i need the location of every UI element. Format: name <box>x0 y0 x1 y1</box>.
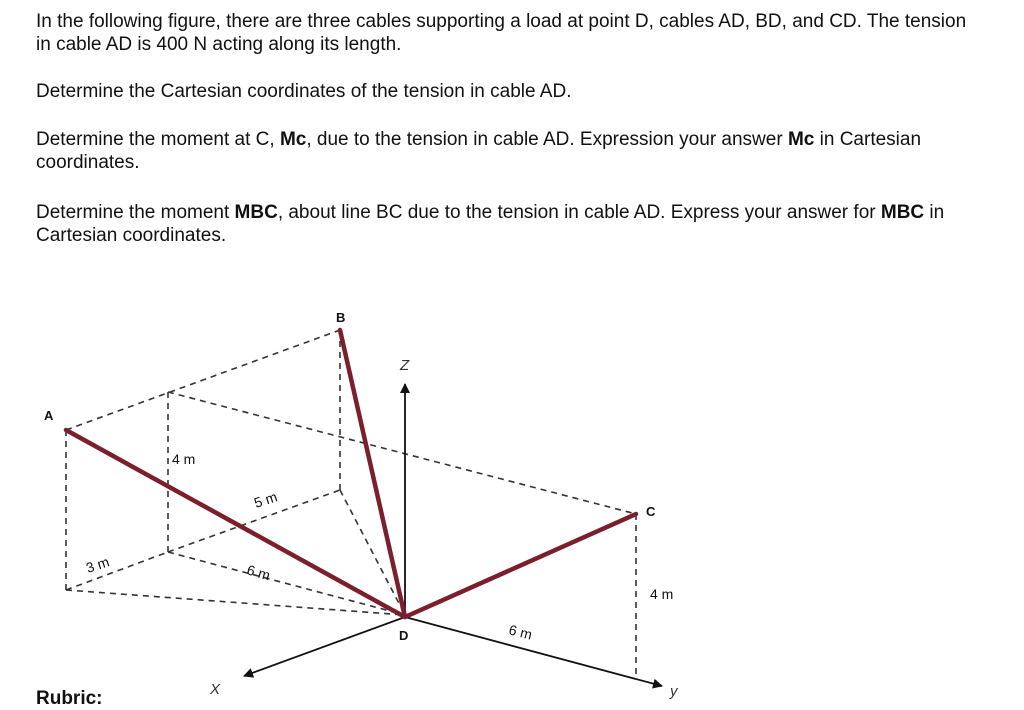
x-axis <box>244 617 405 676</box>
question-3-text-c: in Cartesian coordinates. <box>36 202 945 246</box>
z-axis-label: Z <box>400 357 410 374</box>
axes <box>244 384 662 686</box>
question-1: Determine the Cartesian coordinates of the tension in cable AD. <box>36 81 572 102</box>
dim-4m-right: 4 m <box>650 586 674 602</box>
question-2-text-b: , due to the tension in cable AD. Expression your answer <box>306 129 788 150</box>
moment-bc-symbol-2: MBC <box>880 202 925 223</box>
moment-bc-symbol: MBC <box>234 202 278 223</box>
cables <box>66 330 636 617</box>
y-axis-label: y <box>670 683 678 700</box>
question-3-text-b: , about line BC due to the tension in cable AD. Express your answer for <box>277 202 881 223</box>
question-2-text-c: in Cartesian coordinates. <box>36 129 922 173</box>
dim-6m-left: 6 m <box>245 561 273 584</box>
point-a-label: A <box>44 408 54 423</box>
point-c-label: C <box>646 504 656 519</box>
moment-c-symbol: Mc <box>279 129 307 150</box>
dim-3m: 3 m <box>83 553 112 576</box>
question-3-text-a: Determine the moment <box>36 202 235 223</box>
dim-6m-right: 6 m <box>507 621 534 643</box>
moment-c-symbol-2: Mc <box>787 129 815 150</box>
dim-4m-left: 4 m <box>172 451 196 467</box>
problem-intro: In the following figure, there are three cables supporting a load at point D, cables AD, BD, and CD. The tension in cable AD is 400 N acting along its length. <box>36 11 967 55</box>
rubric-heading: Rubric: <box>36 688 103 709</box>
cable-cd <box>405 514 636 617</box>
dim-5m: 5 m <box>251 488 280 511</box>
x-axis-label: X <box>210 681 221 698</box>
cable-ad <box>66 430 405 617</box>
cable-bd <box>340 330 405 617</box>
point-d-label: D <box>399 628 409 643</box>
point-b-label: B <box>336 310 346 325</box>
question-2-text-a: Determine the moment at C, <box>36 129 280 150</box>
